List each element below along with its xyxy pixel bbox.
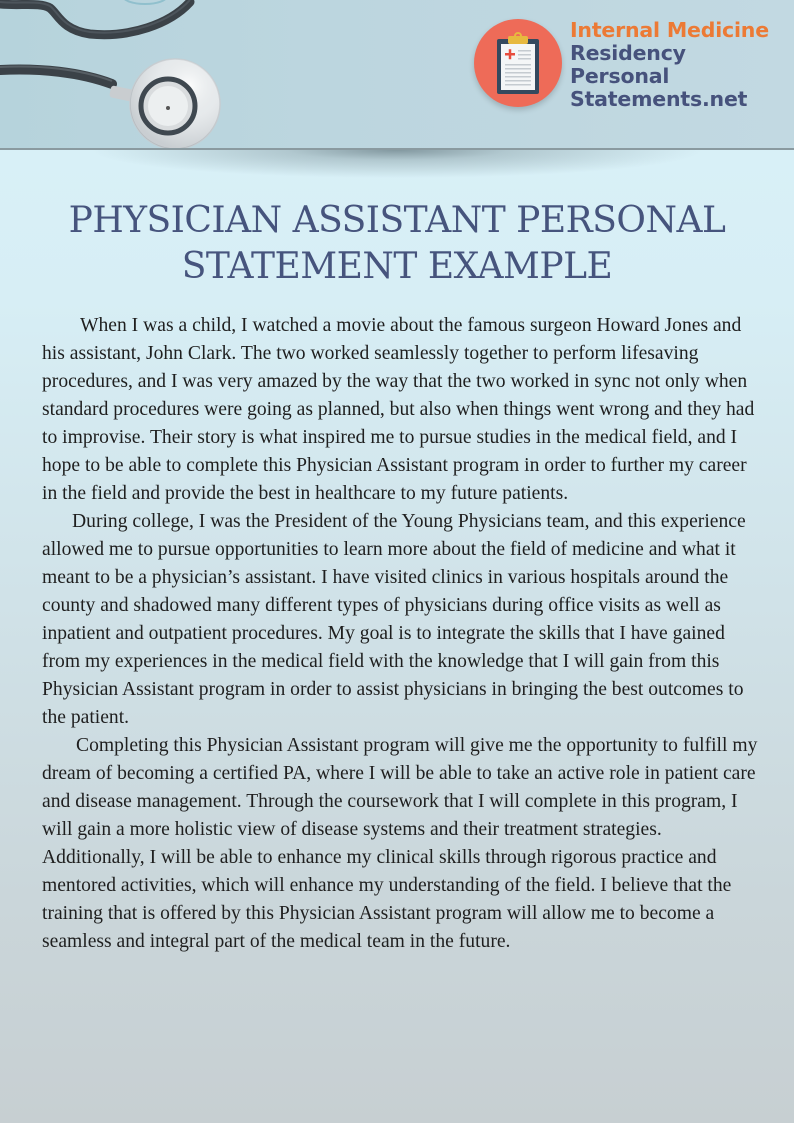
paragraph-3: Completing this Physician Assistant program will give me the opportunity to fulfill my dream of becoming a certified PA, where I will be able to take an active role in patient care and disease management. Through the coursework that I will complete in this program, I will gain a more holistic view of disease systems and their treatment strategies. Additionally, I will be able to enhance my clinical skills through rigorous practice and mentored activities, which will enhance my understanding of the field. I believe that the training that is offered by this Physician Assistant program will allow me to become a seamless and integral part of the medical team in the future. bbox=[42, 735, 758, 952]
header-shadow bbox=[0, 150, 794, 190]
logo-badge bbox=[474, 19, 562, 107]
title-line-2: STATEMENT EXAMPLE bbox=[181, 246, 613, 287]
title-line-1: PHYSICIAN ASSISTANT PERSONAL bbox=[68, 200, 726, 241]
stethoscope-icon bbox=[0, 0, 260, 150]
clipboard-medical-icon bbox=[474, 19, 562, 107]
paragraph-2: During college, I was the President of the Young Physicians team, and this experience allowed me to pursue opportunities to learn more about the field of medicine and what it meant to be a physician’s assistant. I have visited clinics in various hospitals around the county and shadowed many different types of physicians during office visits as well as inpatient and outpatient procedures. My goal is to integrate the skills that I have gained from my experiences in the medical field with the knowledge that I will gain from this Physician Assistant program in order to assist physicians in bringing the best outcomes to the patient. bbox=[42, 511, 746, 728]
logo-line-3: Personal bbox=[570, 64, 670, 88]
logo-line-1: Internal Medicine bbox=[570, 18, 769, 42]
page-title bbox=[0, 198, 794, 290]
statement-body bbox=[42, 312, 762, 956]
site-logo[interactable] bbox=[474, 19, 784, 111]
paragraph-1: When I was a child, I watched a movie about the famous surgeon Howard Jones and his assistant, John Clark. The two worked seamlessly together to perform lifesaving procedures, and I was very amazed by the way that the two worked in sync not only when standard procedures were going as planned, but also when things went wrong and they had to improvise. Their story is what inspired me to pursue studies in the medical field, and I hope to be able to complete this Physician Assistant program in order to further my career in the field and provide the best in healthcare to my future patients. bbox=[42, 315, 755, 504]
logo-wordmark bbox=[570, 19, 769, 111]
logo-line-4: Statements.net bbox=[570, 87, 748, 111]
logo-line-2: Residency bbox=[570, 41, 686, 65]
header-banner bbox=[0, 0, 794, 150]
